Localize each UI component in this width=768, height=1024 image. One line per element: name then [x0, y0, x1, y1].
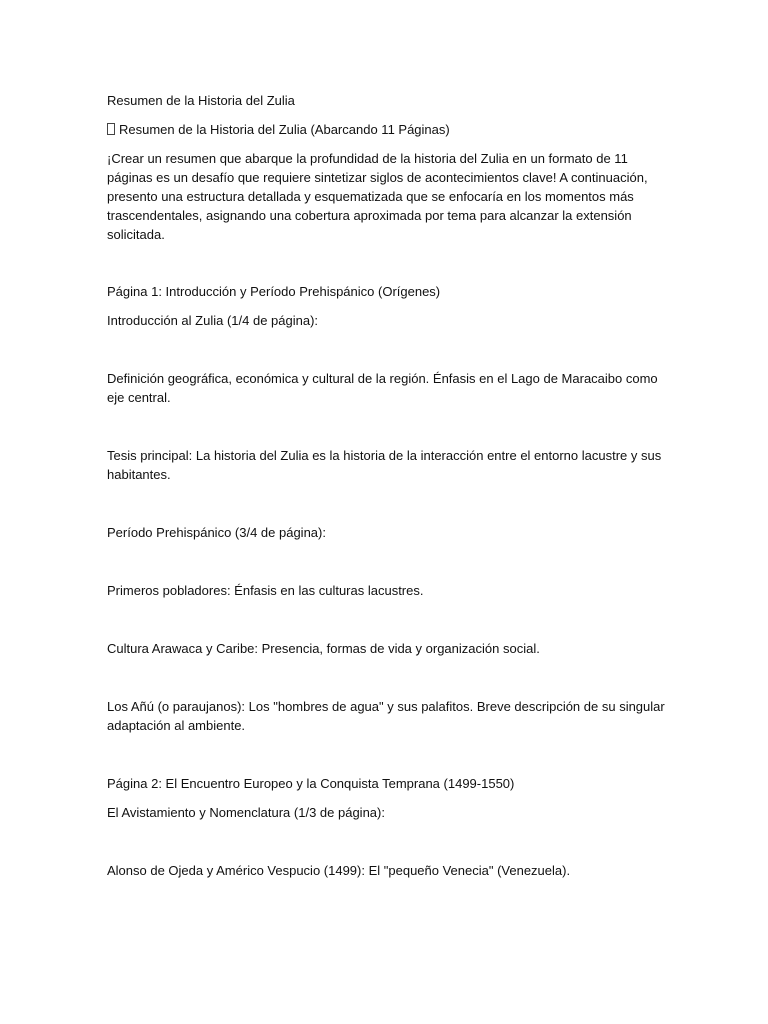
document-subtitle-text: Resumen de la Historia del Zulia (Abarcando 11 Páginas) [119, 122, 450, 137]
document-subtitle [107, 120, 667, 139]
anu-paragraph: Los Añú (o paraujanos): Los "hombres de agua" y sus palafitos. Breve descripción de su singular adaptación al ambiente. [107, 699, 665, 733]
definicion-paragraph: Definición geográfica, económica y cultural de la región. Énfasis en el Lago de Maracaibo como eje central. [107, 371, 658, 405]
page2-heading: Página 2: El Encuentro Europeo y la Conquista Temprana (1499-1550) [107, 776, 515, 791]
pobladores-paragraph: Primeros pobladores: Énfasis en las culturas lacustres. [107, 583, 424, 598]
arawaca-paragraph: Cultura Arawaca y Caribe: Presencia, formas de vida y organización social. [107, 641, 540, 656]
page1-heading: Página 1: Introducción y Período Prehispánico (Orígenes) [107, 284, 441, 299]
document-title: Resumen de la Historia del Zulia [107, 93, 295, 108]
periodo-heading: Período Prehispánico (3/4 de página): [107, 525, 326, 540]
ojeda-paragraph: Alonso de Ojeda y Américo Vespucio (1499): El "pequeño Venecia" (Venezuela). [107, 863, 571, 878]
intro-paragraph: ¡Crear un resumen que abarque la profundidad de la historia del Zulia en un formato de 11 páginas es un desafío que requiere sintetizar siglos de acontecimientos clave! A continuación, presento una estructura detallada y esquematizada que se enfocaría en los momentos más trascendentales, asignando una cobertura aproximada por tema para alcanzar la extensión solicitada. [107, 151, 648, 242]
missing-glyph-icon [107, 123, 115, 135]
tesis-paragraph: Tesis principal: La historia del Zulia es la historia de la interacción entre el entorno lacustre y sus habitantes. [107, 448, 662, 482]
avistamiento-heading: El Avistamiento y Nomenclatura (1/3 de página): [107, 805, 385, 820]
intro-zulia-heading: Introducción al Zulia (1/4 de página): [107, 313, 319, 328]
